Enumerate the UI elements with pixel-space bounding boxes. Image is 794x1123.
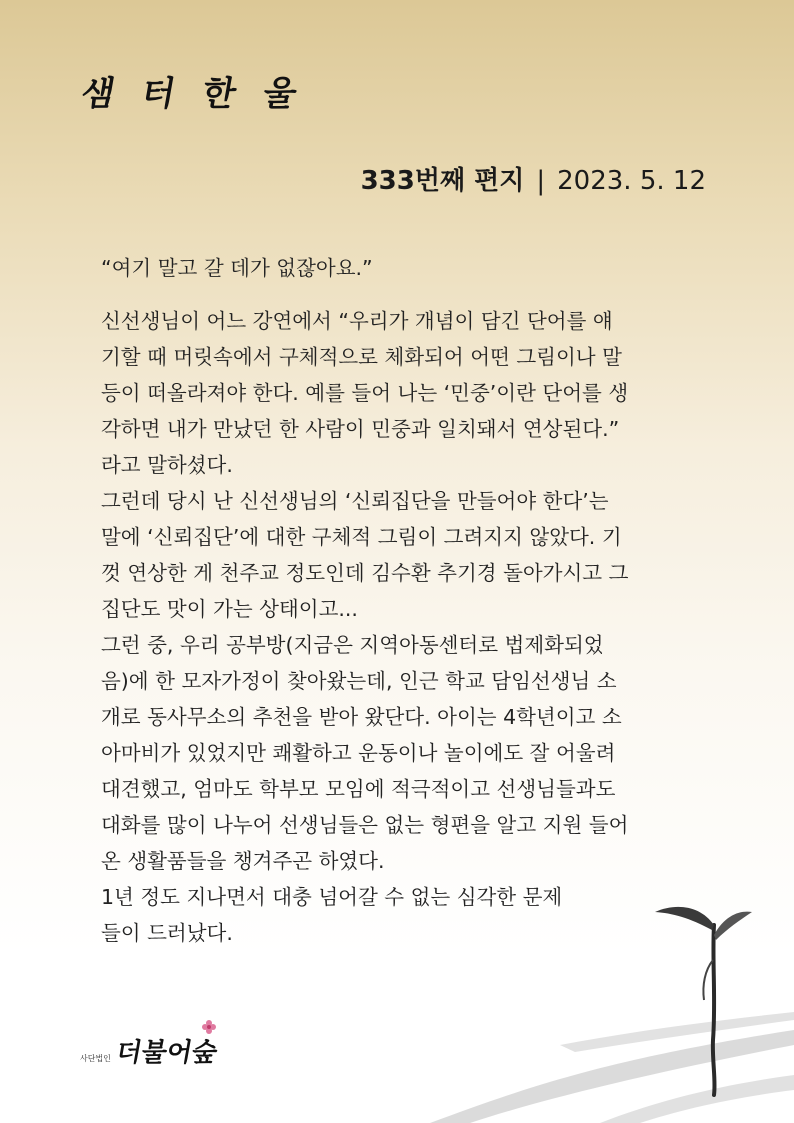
body-line: 말에 ‘신뢰집단’에 대한 구체적 그림이 그려지지 않았다. 기 bbox=[101, 525, 622, 549]
flower-icon bbox=[200, 1018, 218, 1036]
letter-header bbox=[361, 160, 706, 197]
plant-leaf bbox=[714, 912, 752, 940]
opening-quote: “여기 말고 갈 데가 없잖아요.” bbox=[101, 256, 373, 280]
body-line: 등이 떠올라져야 한다. 예를 들어 나는 ‘민중’이란 단어를 생 bbox=[101, 381, 629, 405]
title-logo: 샘 터 한 울 bbox=[77, 74, 308, 114]
header-separator: | bbox=[536, 166, 546, 196]
body-line: 그런데 당시 난 신선생님의 ‘신뢰집단을 만들어야 한다’는 bbox=[101, 489, 609, 513]
body-line: 음)에 한 모자가정이 찾아왔는데, 인근 학교 담임선생님 소 bbox=[101, 669, 617, 693]
body-line: 신선생님이 어느 강연에서 “우리가 개념이 담긴 단어를 얘 bbox=[101, 309, 613, 333]
org-name: 더불어숲 bbox=[113, 1038, 220, 1068]
body-line: 들이 드러났다. bbox=[101, 921, 233, 945]
org-logo bbox=[80, 1032, 220, 1069]
body-line: 껏 연상한 게 천주교 정도인데 김수환 추기경 돌아가시고 그 bbox=[101, 561, 629, 585]
body-line: 1년 정도 지나면서 대충 넘어갈 수 없는 심각한 문제 bbox=[101, 885, 563, 909]
body-line: 각하면 내가 만났던 한 사람이 민중과 일치돼서 연상된다.” bbox=[101, 417, 620, 441]
body-line: 기할 때 머릿속에서 구체적으로 체화되어 어떤 그림이나 말 bbox=[101, 345, 622, 369]
org-prefix: 사단법인 bbox=[80, 1054, 111, 1063]
body-line: 집단도 맛이 가는 상태이고... bbox=[101, 597, 358, 621]
body-line: 개로 동사무소의 추천을 받아 왔단다. 아이는 4학년이고 소 bbox=[101, 705, 622, 729]
letter-date: 2023. 5. 12 bbox=[557, 166, 706, 196]
letter-number: 333번째 편지 bbox=[360, 166, 525, 196]
body-line: 온 생활품들을 챙겨주곤 하였다. bbox=[101, 849, 385, 873]
body-line: 대견했고, 엄마도 학부모 모임에 적극적이고 선생님들과도 bbox=[101, 777, 616, 801]
body-line: 라고 말하셨다. bbox=[101, 453, 233, 477]
plant-branch bbox=[703, 960, 713, 1000]
letter-body bbox=[101, 250, 709, 951]
brush-grass-stroke bbox=[600, 1075, 794, 1123]
body-line: 대화를 많이 나누어 선생님들은 없는 형편을 알고 지원 들어 bbox=[101, 813, 629, 837]
body-line: 그런 중, 우리 공부방(지금은 지역아동센터로 법제화되었 bbox=[101, 633, 604, 657]
body-line: 아마비가 있었지만 쾌활하고 운동이나 놀이에도 잘 어울려 bbox=[101, 741, 616, 765]
plant-stem bbox=[713, 925, 715, 1095]
